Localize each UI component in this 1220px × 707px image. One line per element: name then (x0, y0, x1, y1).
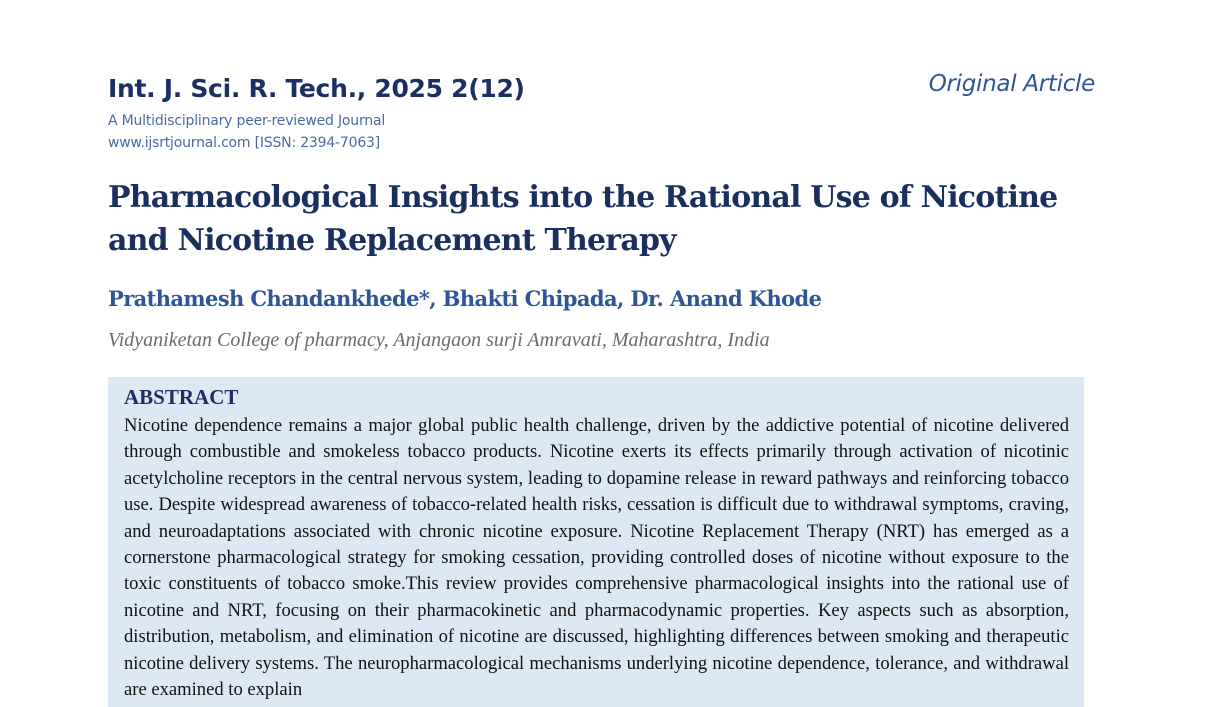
abstract-body: Nicotine dependence remains a major global public health challenge, driven by the addictive potential of nicotine delivered through combustible and smokeless tobacco products. Nicotine exerts its effects primarily through activation of nicotinic acetylcholine receptors in the central nervous system, leading to dopamine release in reward pathways and reinforcing tobacco use. Despite widespread awareness of tobacco-related health risks, cessation is difficult due to withdrawal symptoms, craving, and neuroadaptations associated with chronic nicotine exposure. Nicotine Replacement Therapy (NRT) has emerged as a cornerstone pharmacological strategy for smoking cessation, providing controlled doses of nicotine without exposure to the toxic constituents of tobacco smoke.This review provides comprehensive pharmacological insights into the rational use of nicotine and NRT, focusing on their pharmacokinetic and pharmacodynamic properties. Key aspects such as absorption, distribution, metabolism, and elimination of nicotine are discussed, highlighting differences between smoking and therapeutic nicotine delivery systems. The neuropharmacological mechanisms underlying nicotine dependence, tolerance, and withdrawal are examined to explain (124, 415, 1069, 701)
journal-website-issn: www.ijsrtjournal.com [ISSN: 2394-7063] (108, 135, 380, 151)
journal-subtitle: A Multidisciplinary peer-reviewed Journal (108, 113, 386, 129)
article-type-label: Original Article (928, 71, 1095, 97)
paper-title: Pharmacological Insights into the Rational Use of Nicotine and Nicotine Replacement Therapy (108, 180, 1058, 258)
journal-title: Int. J. Sci. R. Tech., 2025 2(12) (108, 74, 525, 103)
author-affiliation: Vidyaniketan College of pharmacy, Anjangaon surji Amravati, Maharashtra, India (108, 329, 770, 351)
abstract-heading: ABSTRACT (124, 385, 239, 409)
abstract-section (108, 377, 1084, 707)
author-list: Prathamesh Chandankhede*, Bhakti Chipada, Dr. Anand Khode (108, 286, 822, 311)
